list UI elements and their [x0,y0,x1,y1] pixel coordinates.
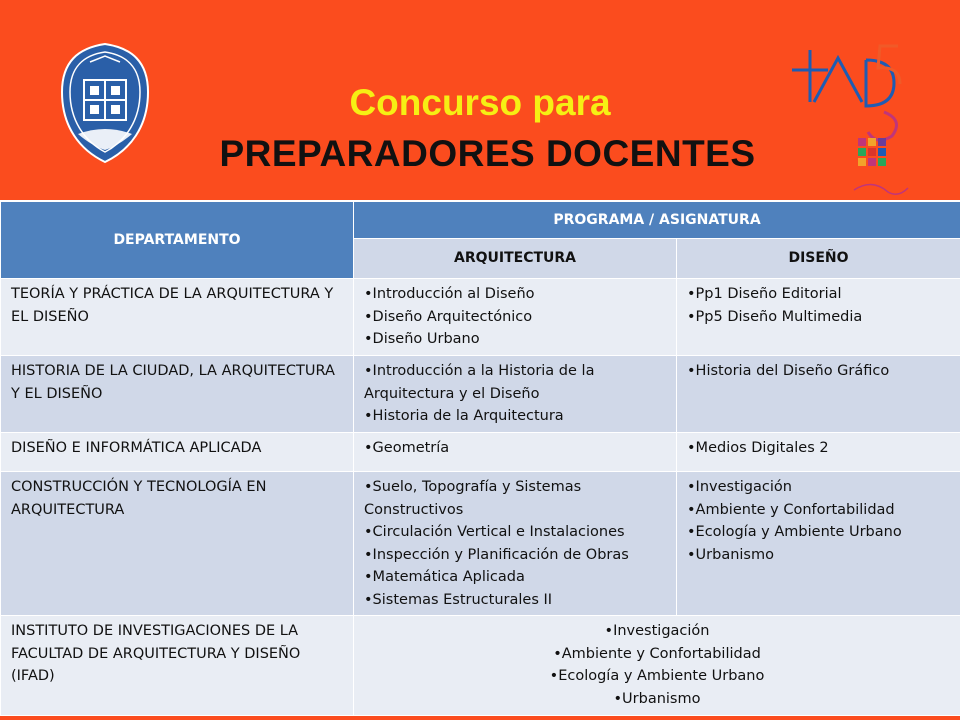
list-item: •Matemática Aplicada [364,569,525,585]
list-item: •Ambiente y Confortabilidad [687,501,895,518]
table-row [1,356,960,433]
table-row [1,472,960,616]
arquitectura-cell [354,433,677,472]
diseno-cell [677,433,960,472]
diseno-cell [677,472,960,616]
combined-cell [354,616,960,716]
department-cell: HISTORIA DE LA CIUDAD, LA ARQUITECTURA Y EL DISEÑO [1,356,354,433]
list-item: •Inspección y Planificación de Obras [364,546,629,563]
list-item: •Sistemas Estructurales II [364,591,553,608]
list-item: •Investigación [687,479,792,495]
arquitectura-cell [354,279,677,356]
list-item: •Historia del Diseño Gráfico [687,363,890,379]
list-item: •Urbanismo [687,546,774,563]
list-item: •Ecología y Ambiente Urbano [687,524,902,540]
department-cell: INSTITUTO DE INVESTIGACIONES DE LA FACULTAD DE ARQUITECTURA Y DISEÑO (IFAD) [1,616,354,716]
list-item: •Diseño Arquitectónico [364,308,533,325]
arquitectura-cell [354,356,677,433]
list-item: •Suelo, Topografía y Sistemas Constructivos [364,479,582,518]
list-item: •Introducción a la Historia de la Arquitectura y el Diseño [364,363,595,402]
list-item: •Introducción al Diseño [364,286,535,302]
list-item: •Urbanismo [613,690,701,707]
programs-table [0,201,960,716]
header-departamento: DEPARTAMENTO [1,202,354,279]
table-row [1,279,960,356]
list-item: •Pp5 Diseño Multimedia [687,308,863,325]
list-item: •Ecología y Ambiente Urbano [549,668,765,684]
fad-logo-icon [780,40,920,202]
department-cell: CONSTRUCCIÓN Y TECNOLOGÍA EN ARQUITECTURA [1,472,354,616]
department-cell: TEORÍA Y PRÁCTICA DE LA ARQUITECTURA Y EL DISEÑO [1,279,354,356]
list-item: •Circulación Vertical e Instalaciones [364,524,625,540]
list-item: •Medios Digitales 2 [687,440,829,456]
arquitectura-cell [354,472,677,616]
diseno-cell [677,279,960,356]
department-cell: DISEÑO E INFORMÁTICA APLICADA [1,433,354,472]
list-item: •Diseño Urbano [364,331,480,347]
title-line-2: PREPARADORES DOCENTES [219,133,756,174]
list-item: •Ambiente y Confortabilidad [553,645,761,662]
diseno-cell [677,356,960,433]
title-line-1: Concurso para [349,82,611,123]
list-item: •Historia de la Arquitectura [364,408,564,424]
bottom-accent-bar [0,716,960,720]
header-programa: PROGRAMA / ASIGNATURA [354,202,960,239]
list-item: •Geometría [364,440,450,456]
list-item: •Investigación [604,623,710,639]
table-row [1,616,960,716]
header-diseno: DISEÑO [677,239,960,279]
table-row [1,433,960,472]
header-banner [0,0,960,200]
header-arquitectura: ARQUITECTURA [354,239,677,279]
list-item: •Pp1 Diseño Editorial [687,286,842,302]
